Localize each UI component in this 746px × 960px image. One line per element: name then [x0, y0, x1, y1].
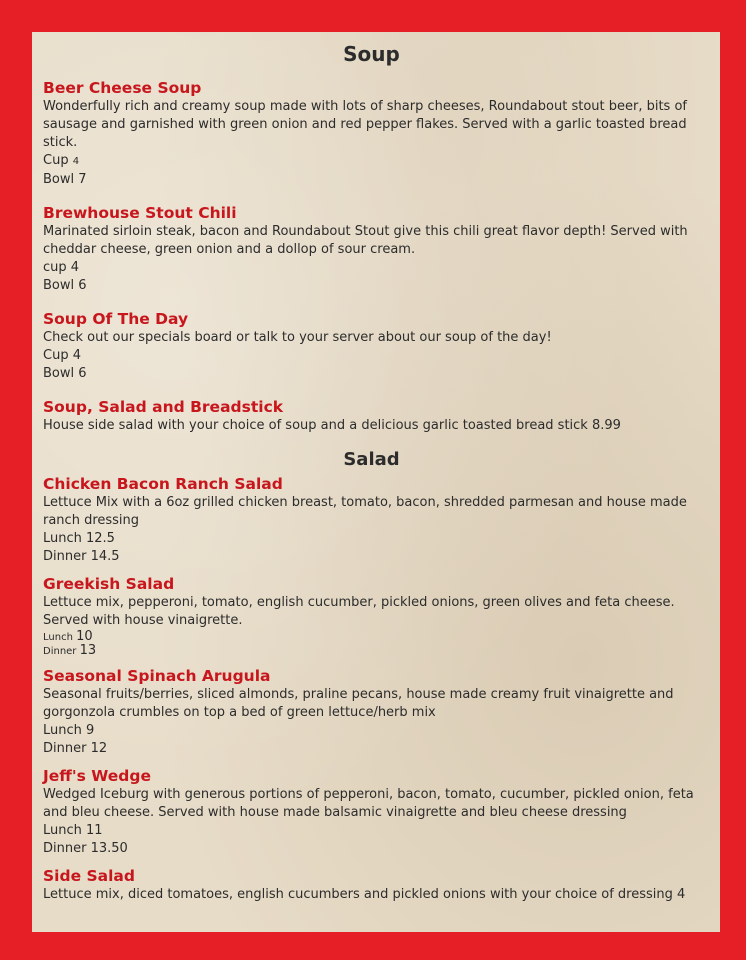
menu-item-seasonal-spinach-arugula [43, 666, 700, 758]
lunch-price: Lunch 10 [43, 629, 93, 644]
cup-price-value: 4 [72, 156, 80, 167]
lunch-price: Lunch 9 [43, 723, 95, 738]
item-name: Brewhouse Stout Chili [43, 204, 237, 222]
dinner-price: Dinner 13 [43, 643, 97, 658]
menu-item-beer-cheese-soup [43, 78, 700, 189]
item-description: Wonderfully rich and creamy soup made with lots of sharp cheeses, Roundabout stout beer, bits of sausage and garnished with green onion and red pepper flakes. Served with a garlic toasted bread stick. [43, 99, 687, 150]
lunch-price: Lunch 11 [43, 823, 103, 838]
item-description: Check out our specials board or talk to your server about our soup of the day! [43, 330, 552, 345]
menu-item-side-salad [43, 866, 700, 904]
lunch-price: Lunch 12.5 [43, 531, 115, 546]
item-name: Greekish Salad [43, 575, 175, 593]
item-name: Soup Of The Day [43, 310, 189, 328]
menu-page [32, 32, 720, 932]
cup-price: Cup 4 [43, 153, 80, 168]
item-description: Seasonal fruits/berries, sliced almonds, praline pecans, house made creamy fruit vinaigrette and gorgonzola crumbles on top a bed of green lettuce/herb mix [43, 687, 674, 720]
item-description: Lettuce mix, pepperoni, tomato, english cucumber, pickled onions, green olives and feta cheese. Served with house vinaigrette. [43, 595, 675, 628]
item-name: Side Salad [43, 867, 135, 885]
menu-item-greekish-salad [43, 574, 700, 658]
menu-item-soup-of-the-day [43, 309, 700, 383]
menu-item-jeffs-wedge [43, 766, 700, 858]
item-description: Marinated sirloin steak, bacon and Roundabout Stout give this chili great flavor depth! Served with cheddar cheese, green onion and a dollop of sour cream. [43, 224, 688, 257]
bowl-price: Bowl 7 [43, 172, 87, 187]
dinner-price: Dinner 12 [43, 741, 108, 756]
item-description: Lettuce mix, diced tomatoes, english cucumbers and pickled onions with your choice of dressing 4 [43, 887, 686, 902]
item-name: Chicken Bacon Ranch Salad [43, 475, 283, 493]
item-name: Seasonal Spinach Arugula [43, 667, 271, 685]
item-description: Wedged Iceburg with generous portions of pepperoni, bacon, tomato, cucumber, pickled onion, feta and bleu cheese. Served with house made balsamic vinaigrette and bleu cheese dressing [43, 787, 694, 820]
menu-item-soup-salad-breadstick [43, 397, 700, 435]
menu-item-brewhouse-stout-chili [43, 203, 700, 295]
item-description: Lettuce Mix with a 6oz grilled chicken breast, tomato, bacon, shredded parmesan and house made ranch dressing [43, 495, 687, 528]
dinner-price: Dinner 13.50 [43, 841, 128, 856]
item-name: Jeff's Wedge [43, 767, 151, 785]
cup-price: cup 4 [43, 260, 80, 275]
bowl-price: Bowl 6 [43, 366, 87, 381]
salad-section-title: Salad [343, 449, 400, 470]
lunch-price-value: 10 [76, 629, 93, 644]
dinner-price-value: 13 [79, 643, 97, 658]
item-name: Beer Cheese Soup [43, 79, 202, 97]
item-description: House side salad with your choice of soup and a delicious garlic toasted bread stick 8.99 [43, 418, 621, 433]
item-name: Soup, Salad and Breadstick [43, 398, 284, 416]
soup-section-title: Soup [343, 42, 400, 66]
bowl-price: Bowl 6 [43, 278, 87, 293]
menu-item-chicken-bacon-ranch-salad [43, 474, 700, 566]
dinner-price: Dinner 14.5 [43, 549, 120, 564]
cup-price: Cup 4 [43, 348, 81, 363]
